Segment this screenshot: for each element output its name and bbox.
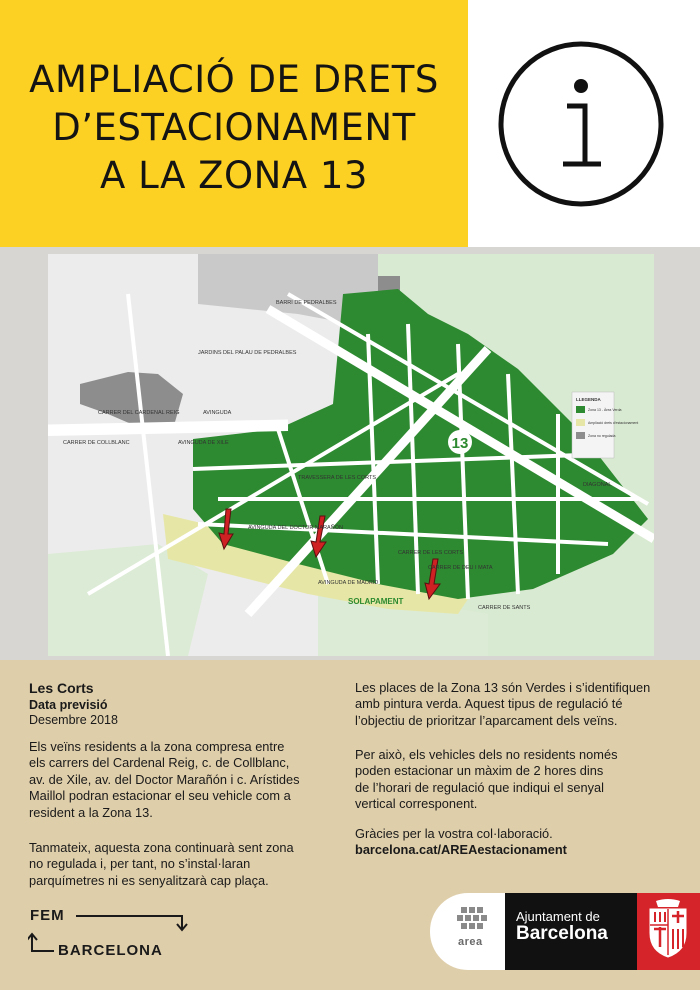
barcelona-text: BARCELONA [58,942,163,959]
svg-text:CARRER DE LES CORTS: CARRER DE LES CORTS [398,550,463,556]
title-line-1: AMPLIACIÓ DE DRETS [29,58,439,101]
district-name: Les Corts [29,680,94,696]
svg-text:BARRI DE PEDRALBES: BARRI DE PEDRALBES [276,300,337,306]
svg-text:CARRER DEL CARDENAL REIG: CARRER DEL CARDENAL REIG [98,410,180,416]
date-value: Desembre 2018 [29,713,118,727]
page-title [0,56,468,200]
svg-text:TRAVESSERA DE LES CORTS: TRAVESSERA DE LES CORTS [298,475,377,481]
svg-text:Zona 13 - Àrea Verda: Zona 13 - Àrea Verda [588,408,622,412]
area-label: area [458,936,483,948]
paragraph-residents: Els veïns residents a la zona compresa entre els carrers del Cardenal Reig, c. de Collblanc, av. de Xile, av. del Doctor Marañón i c. Arístides Maillol podran estacionar el seu vehicle com a resident a la Zona 13. [29,739,300,820]
svg-text:AVINGUDA DE XILE: AVINGUDA DE XILE [178,440,229,446]
svg-text:Ampliació drets d'estacionamen: Ampliació drets d'estacionament [588,421,639,425]
title-line-2: D’ESTACIONAMENT [52,106,416,149]
fem-barcelona-logo [28,905,198,963]
svg-text:LLEGENDA: LLEGENDA [576,397,601,402]
info-icon [497,40,665,208]
svg-text:SOLAPAMENT: SOLAPAMENT [348,597,404,606]
ajuntament-line-2: Barcelona [516,923,608,944]
svg-text:JARDINS DEL PALAU DE PEDRALBES: JARDINS DEL PALAU DE PEDRALBES [198,350,297,356]
paragraph-green-places: Les places de la Zona 13 són Verdes i s’identifiquen amb pintura verda. Aquest tipus de regulació té l’objectiu de prioritzar l’aparcament dels veïns. [355,680,651,728]
date-heading: Data previsió [29,698,108,712]
barcelona-shield-icon [646,899,690,959]
svg-text:AVINGUDA: AVINGUDA [203,410,232,416]
info-url[interactable]: barcelona.cat/AREAestacionament [355,842,567,857]
svg-text:CARRER DE COLLBLANC: CARRER DE COLLBLANC [63,440,130,446]
svg-text:DIAGONAL: DIAGONAL [583,482,612,488]
svg-text:Zona no regulada: Zona no regulada [588,434,616,438]
svg-text:AVINGUDA DEL DOCTOR MARAÑÓN: AVINGUDA DEL DOCTOR MARAÑÓN [248,525,343,531]
title-line-3: A LA ZONA 13 [100,154,368,197]
svg-text:CARRER DE DEU I MATA: CARRER DE DEU I MATA [428,565,493,571]
svg-text:CARRER DE SANTS: CARRER DE SANTS [478,605,531,611]
zone-badge: 13 [451,435,469,452]
paragraph-thanks: Gràcies per la vostra col·laboració. [355,826,553,841]
svg-text:AVINGUDA DE MADRID: AVINGUDA DE MADRID [318,580,379,586]
ajuntament-line-1: Ajuntament de [516,909,600,924]
paragraph-unregulated: Tanmateix, aquesta zona continuarà sent zona no regulada i, per tant, no s’instal·laran parquímetres ni es senyalitzarà cap plaça. [29,840,294,888]
paragraph-non-residents: Per això, els vehicles dels no residents només poden estacionar un màxim de 2 hores dins de l’horari de regulació que indiqui el senyal vertical corresponent. [355,747,618,812]
fem-text: FEM [30,907,65,924]
zone-map [48,254,654,656]
